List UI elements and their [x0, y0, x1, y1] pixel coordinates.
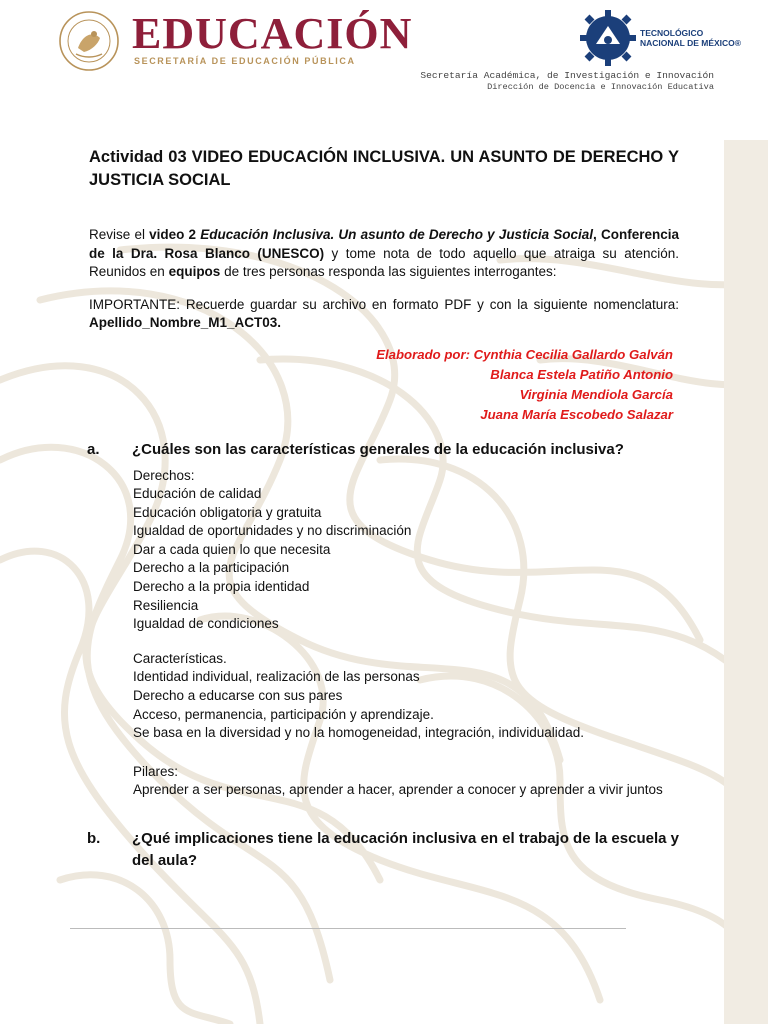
author-line: Virginia Mendiola García	[519, 386, 673, 402]
letterhead	[0, 0, 768, 100]
list-item: Educación de calidad	[133, 486, 262, 502]
author-line: Blanca Estela Patiño Antonio	[490, 366, 673, 382]
activity-title	[89, 146, 679, 192]
important-text: Recuerde guardar su archivo en formato PDF y con la siguiente nomenclatura:	[180, 296, 679, 312]
important-note	[89, 296, 679, 333]
logo-subtitle: SECRETARÍA DE EDUCACIÓN PÚBLICA	[134, 56, 356, 66]
list-item: Pilares:	[133, 763, 179, 779]
intro-conference: , Conferencia de la Dra. Rosa Blanco (UNESCO)	[89, 227, 679, 261]
caracteristicas-list	[133, 650, 679, 743]
list-item: Se basa en la diversidad y no la homogeneidad, integración, individualidad.	[133, 725, 585, 741]
intro-video-label: video 2	[149, 227, 201, 242]
logo-title: EDUCACIÓN	[132, 9, 413, 58]
list-item: Igualdad de oportunidades y no discriminación	[133, 523, 412, 539]
intro-text-1: Revise el	[89, 227, 150, 242]
list-item: Educación obligatoria y gratuita	[133, 504, 322, 520]
direccion-line: Dirección de Docencia e Innovación Educativa	[487, 82, 714, 92]
divider	[70, 928, 626, 929]
question-b	[87, 828, 679, 872]
question-b-text: ¿Qué implicaciones tiene la educación inclusiva en el trabajo de la escuela y del aula?	[132, 830, 679, 869]
question-b-number: b.	[87, 830, 101, 847]
secretaria-line: Secretaría Académica, de Investigación e Innovación	[420, 70, 714, 81]
file-nomenclature: Apellido_Nombre_M1_ACT03.	[89, 315, 282, 330]
list-item: Derecho a la participación	[133, 560, 290, 576]
list-item: Resiliencia	[133, 597, 199, 613]
tecnm-line1: TECNOLÓGICO	[640, 28, 704, 38]
intro-text-2: y tome nota de todo aquello que atraiga su atención. Reunidos en	[89, 245, 679, 279]
important-label: IMPORTANTE:	[89, 296, 181, 312]
question-a	[87, 439, 679, 461]
mexico-seal-icon	[58, 10, 120, 72]
list-item: Igualdad de condiciones	[133, 616, 279, 632]
question-a-number: a.	[87, 440, 100, 458]
list-item: Derecho a educarse con sus pares	[133, 688, 343, 704]
intro-video-title: Educación Inclusiva. Un asunto de Derecho y Justicia Social	[200, 227, 594, 242]
tecnm-logo-icon	[580, 10, 636, 66]
intro-equipos: equipos	[168, 264, 221, 279]
intro-paragraph	[89, 226, 679, 282]
list-item: Identidad individual, realización de las personas	[133, 669, 420, 685]
list-item: Acceso, permanencia, participación y aprendizaje.	[133, 706, 434, 722]
document-body	[89, 146, 679, 878]
tecnm-name	[640, 28, 741, 48]
list-item: Derechos:	[133, 467, 195, 483]
answer-a	[133, 467, 679, 801]
activity-title-text: Actividad 03 VIDEO EDUCACIÓN INCLUSIVA. UN ASUNTO DE DERECHO Y JUSTICIA SOCIAL	[89, 148, 679, 189]
list-item: Dar a cada quien lo que necesita	[133, 541, 331, 557]
question-a-text: ¿Cuáles son las características generales de la educación inclusiva?	[132, 440, 624, 458]
tecnm-line2: NACIONAL DE MÉXICO®	[640, 38, 742, 48]
pilares-list	[133, 763, 679, 800]
list-item: Características.	[133, 650, 227, 666]
author-line: Elaborado por: Cynthia Cecilia Gallardo Galván	[376, 346, 673, 362]
authors-block	[89, 345, 673, 425]
derechos-list	[133, 467, 679, 634]
intro-text-3: de tres personas responda las siguientes interrogantes:	[220, 264, 557, 279]
list-item: Aprender a ser personas, aprender a hacer, aprender a conocer y aprender a vivir juntos	[133, 782, 663, 798]
author-line: Juana María Escobedo Salazar	[480, 406, 673, 422]
list-item: Derecho a la propia identidad	[133, 579, 310, 595]
